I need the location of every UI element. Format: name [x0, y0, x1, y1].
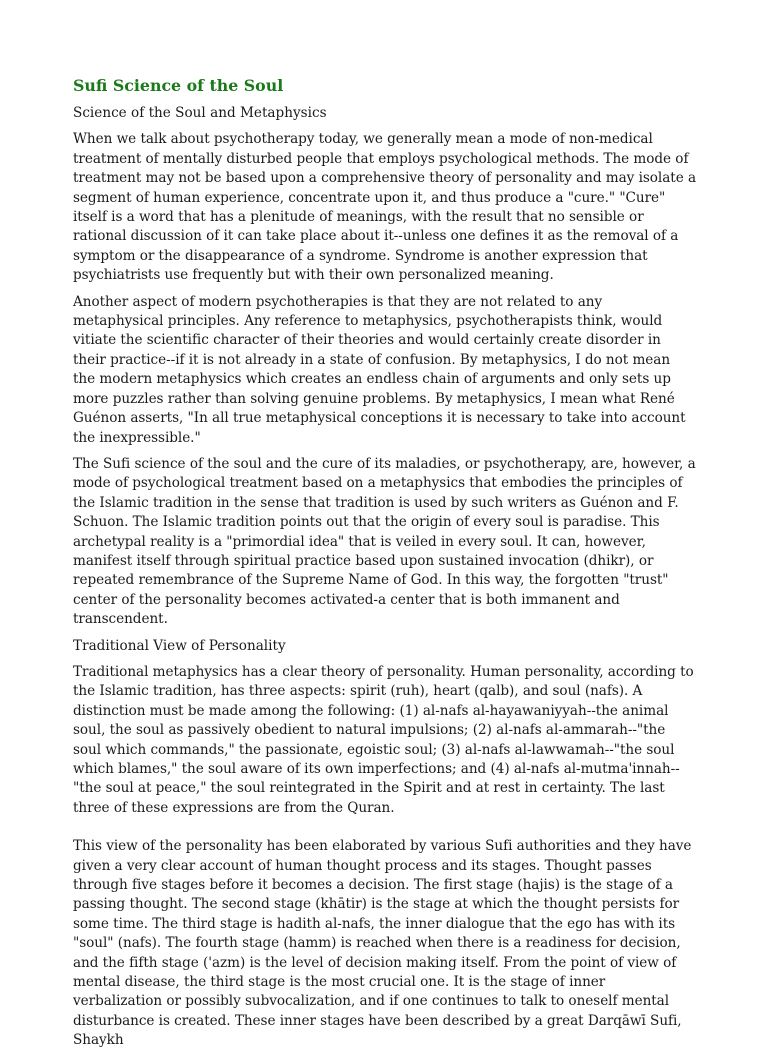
document-title: Sufi Science of the Soul [73, 76, 284, 95]
paragraph-thought-stages: This view of the personality has been elaborated by various Sufi authorities and they have given a very clear account of human thought process and its stages. Thought passes through five stages before it becomes a decision. The first stage (hajis) is the stage of a passing thought. The second stage (khātir) is the stage at which the thought persists for some time. The third stage is hadith al-nafs, the inner dialogue that the ego has with its "soul" (nafs). The fourth stage (hamm) is reached when there is a readiness for decision, and the fifth stage ('azm) is the level of decision making itself. From the point of view of mental disease, the third stage is the most crucial one. It is the stage of inner verbalization or possibly subvocalization, and if one continues to talk to oneself mental disturbance is created. These inner stages have been described by a great Darqāwī Sufi, Shaykh [73, 838, 692, 1049]
section-heading-metaphysics: Science of the Soul and Metaphysics [73, 105, 327, 121]
paragraph-modern-psychotherapies: Another aspect of modern psychotherapies is that they are not related to any metaphysical principles. Any reference to metaphysics, psychotherapists think, would vitiate the scientific character of their theories and would certainly create disorder in their practice--if it is not already in a state of confusion. By metaphysics, I do not mean the modern metaphysics which creates an endless chain of arguments and only sets up more puzzles rather than solving genuine problems. By metaphysics, I mean what René Guénon asserts, "In all true metaphysical conceptions it is necessary to take into account the inexpressible." [73, 293, 686, 446]
paragraph-spacer [73, 825, 696, 837]
paragraph-psychotherapy-today: When we talk about psychotherapy today, we generally mean a mode of non-medical treatment of mentally disturbed people that employs psychological methods. The mode of treatment may not be based upon a comprehensive theory of personality and may isolate a segment of human experience, concentrate upon it, and thus produce a "cure." "Cure" itself is a word that has a plenitude of meanings, with the result that no sensible or rational discussion of it can take place about it--unless one defines it as the removal of a symptom or the disappearance of a syndrome. Syndrome is another expression that psychiatrists use frequently but with their own personalized meaning. [73, 131, 697, 284]
section-heading-personality: Traditional View of Personality [73, 637, 286, 654]
paragraph-sufi-science: The Sufi science of the soul and the cure of its maladies, or psychotherapy, are, however, a mode of psychological treatment based on a metaphysics that embodies the principles of the Islamic tradition in the sense that tradition is used by such writers as Guénon and F. Schuon. The Islamic tradition points out that the origin of every soul is paradise. This archetypal reality is a "primordial idea" that is veiled in every soul. It can, however, manifest itself through spiritual practice based upon sustained invocation (dhikr), or repeated remembrance of the Supreme Name of God. In this way, the forgotten "trust" center of the personality becomes activated-a center that is both immanent and transcendent. [73, 455, 696, 628]
paragraph-traditional-metaphysics: Traditional metaphysics has a clear theory of personality. Human personality, according to the Islamic tradition, has three aspects: spirit (ruh), heart (qalb), and soul (nafs). A distinction must be made among the following: (1) al-nafs al-hayawaniyyah--the animal soul, the soul as passively obedient to natural impulsions; (2) al-nafs al-ammarah--"the soul which commands," the passionate, egoistic soul; (3) al-nafs al-lawwamah--"the soul which blames," the soul aware of its own imperfections; and (4) al-nafs al-mutma'innah--"the soul at peace," the soul reintegrated in the Spirit and at rest in certainty. The last three of these expressions are from the Quran. [73, 663, 694, 816]
